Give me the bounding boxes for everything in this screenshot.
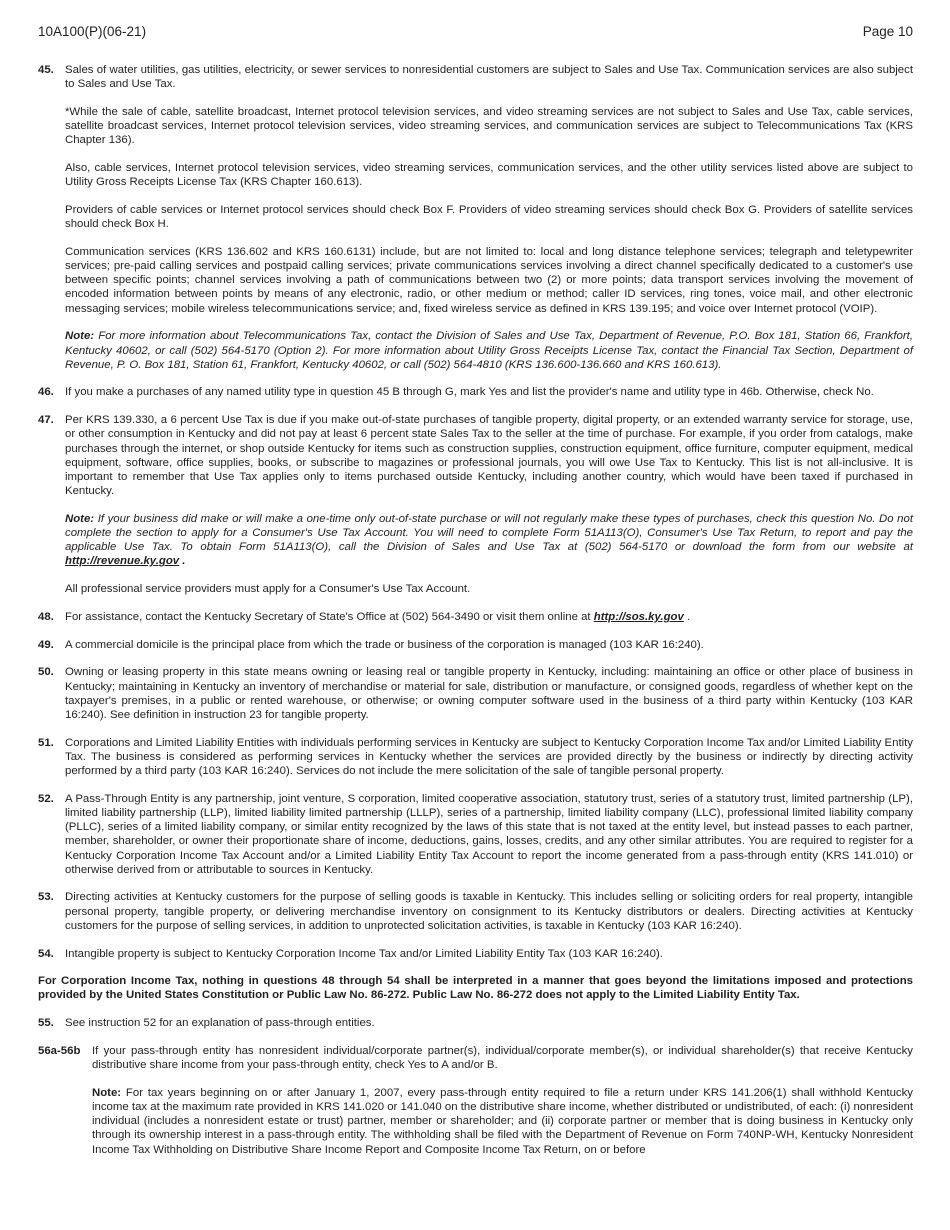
paragraph: Owning or leasing property in this state means owning or leasing real or tangible property in Kentucky, including: maintaining an office or other place of business in Kentucky; maintaining in Kentucky an inventory of merchandise or material for sale, distribution or manufacture, or consigned goods, regardless of whether kept on the taxpayer's premises, in a public or rented warehouse, or otherwise; or owning computer software used in the business of a third party within Kentucky (103 KAR 16:240). See definition in instruction 23 for tangible property.: [65, 666, 913, 721]
instruction-45: [38, 63, 913, 372]
instruction-46: [38, 385, 913, 399]
instruction-50: [38, 665, 913, 722]
instruction-56a-56b: [38, 1044, 913, 1157]
sos-website-link[interactable]: http://sos.ky.gov: [593, 610, 684, 623]
paragraph: Intangible property is subject to Kentucky Corporation Income Tax and/or Limited Liability Entity Tax (103 KAR 16:240).: [65, 947, 663, 960]
paragraph: Directing activities at Kentucky customers for the purpose of selling goods is taxable in Kentucky. This includes selling or soliciting orders for real property, intangible personal property, tangible property, or delivering merchandise inventory on consignment to its Kentucky distributors or dealers. Directing activities at Kentucky customers for the purpose of selling services, in addition to unprotected solicitation activities, is taxable in Kentucky (103 KAR 16:240).: [65, 891, 913, 932]
paragraph: All professional service providers must apply for a Consumer's Use Tax Account.: [65, 583, 471, 596]
paragraph: Communication services (KRS 136.602 and KRS 160.6131) include, but are not limited to: local and long distance telephone services; telegraph and teletypewriter services; pre-paid calling services and postpaid calling services; private communications services involving a direct channel specifically dedicated to a customer's use between specific points; channel services involving a path of communications between two (2) or more points; data transport services involving the movement of encoded information between points by means of any electronic, radio, or other medium or method; caller ID services, ring tones, voice mail, and other electronic messaging services; mobile wireless telecommunications service; and, fixed wireless service as defined in KRS 139.195; and voice over Internet protocol (VOIP).: [65, 245, 913, 315]
paragraph: Sales of water utilities, gas utilities, electricity, or sewer services to nonresidential customers are subject to Sales and Use Tax. Communication services are also subject to Sales and Use Tax.: [65, 64, 913, 91]
instruction-54: [38, 947, 913, 961]
paragraph: Per KRS 139.330, a 6 percent Use Tax is due if you make out-of-state purchases of tangible property, digital property, or an extended warranty service for storage, use, or other consumption in Kentucky and did not pay at least 6 percent state Sales Tax to the seller at the time of purchase. For example, if you order from catalogs, make purchases through the internet, or shop outside Kentucky for items such as construction supplies, construction equipment, office furniture, computer equipment, medical equipment, software, office supplies, books, or subscribe to magazines or professional journals, you will owe Use Tax to Kentucky. This list is not all-inclusive. It is important to remember that Use Tax applies only to items purchased outside Kentucky, including another country, which would have been taxed if purchased in Kentucky.: [65, 414, 913, 498]
paragraph: See instruction 52 for an explanation of pass-through entities.: [65, 1017, 375, 1030]
note-end: .: [179, 555, 186, 568]
instruction-47: [38, 413, 913, 596]
page-number: Page 10: [862, 24, 913, 39]
instruction-51: [38, 736, 913, 779]
note-text: For more information about Telecommunications Tax, contact the Division of Sales and Use Tax, Department of Revenue, P.O. Box 181, Station 66, Frankfort, Kentucky 40602, or call (502) 564-5170 (Option 2). For more information about Utility Gross Receipts License Tax, contact the Financial Tax Section, Department of Revenue, P. O. Box 181, Station 61, Frankfort, Kentucky 40602, or call (502) 564-4810 (KRS 136.600-136.660 and KRS 160.613).: [65, 330, 913, 371]
instruction-49: [38, 638, 913, 652]
paragraph: A Pass-Through Entity is any partnership, joint venture, S corporation, limited cooperative association, statutory trust, series of a statutory trust, limited partnership (LP), limited liability partnership (LLP), limited liability limited partnership (LLLP), series of a partnership, limited liability company (LLC), professional limited liability company (PLLC), series of a limited liability company, or similar entity recognized by the laws of this state that is not taxed at the entity level, but instead passes to each partner, member, shareholder, or owner their proportionate share of income, deductions, gains, losses, credits, and any other similar attributes. You are required to register for a Kentucky Corporation Income Tax Account and/or a Limited Liability Entity Tax Account to report the income generated from a pass-through entity (KRS 141.010) or otherwise derived from or attributable to sources in Kentucky.: [65, 792, 913, 876]
paragraph: If your pass-through entity has nonresident individual/corporate partner(s), individual/corporate member(s), or individual shareholder(s) that receive Kentucky distributive share income from your pass-through entity, check Yes to A and/or B.: [92, 1044, 913, 1072]
item-number: 46.: [38, 386, 54, 399]
instruction-55: [38, 1016, 913, 1030]
item-number: 52.: [38, 792, 54, 805]
item-number: 51.: [38, 736, 54, 749]
item-number: 47.: [38, 414, 54, 427]
note: [92, 1086, 913, 1157]
note-label: Note:: [65, 330, 95, 343]
paragraph-text: For assistance, contact the Kentucky Secretary of State's Office at (502) 564-3490 or visit them online at: [65, 610, 594, 623]
item-number: 45.: [38, 64, 54, 76]
instruction-page: [38, 24, 913, 1170]
item-number: 49.: [38, 638, 54, 651]
paragraph: Providers of cable services or Internet protocol services should check Box F. Providers of video streaming services should check Box G. Providers of satellite services should check Box H.: [65, 203, 913, 231]
instruction-53: [38, 890, 913, 933]
item-number: 48.: [38, 610, 54, 623]
instruction-48: [38, 610, 913, 624]
paragraph: If you make a purchases of any named utility type in question 45 B through G, mark Yes and list the provider's name and utility type in 46b. Otherwise, check No.: [65, 386, 874, 399]
paragraph: Corporations and Limited Liability Entities with individuals performing services in Kentucky are subject to Kentucky Corporation Income Tax and/or Limited Liability Entity Tax. The business is considered as performing services in Kentucky whether the services are provided directly by the business or indirectly by directing activity performed by a third party (103 KAR 16:240). Services do not include the mere solicitation of the sale of tangible personal property.: [65, 736, 913, 778]
item-number: 50.: [38, 666, 54, 679]
item-number: 56a-56b: [38, 1044, 81, 1057]
note-text: For tax years beginning on or after January 1, 2007, every pass-through entity required to file a return under KRS 141.206(1) shall withhold Kentucky income tax at the maximum rate provided in KRS 141.020 or 141.040 on the distributive share income, whether distributed or undistributed, of each: (i) nonresident individual (includes a nonresident estate or trust) partner, member or shareholder; and (ii) corporate partner or member that is doing business in Kentucky only through its ownership interest in a pass-through entity. The withholding shall be filed with the Department of Revenue on Form 740NP-WH, Kentucky Nonresident Income Tax Withholding on Distributive Share Income Report and Composite Income Tax Return, on or before: [92, 1086, 913, 1156]
item-number: 54.: [38, 947, 54, 960]
form-id: 10A100(P)(06-21): [38, 24, 147, 39]
paragraph: Also, cable services, Internet protocol television services, video streaming services, communication services, and the other utility services listed above are subject to Utility Gross Receipts License Tax (KRS Chapter 160.613).: [65, 162, 913, 189]
note-text: If your business did make or will make a one-time only out-of-state purchase or will not regularly make these types of purchases, check this question No. Do not complete the section to apply for a Consumer's Use Tax Account. You will need to complete Form 51A113(O), Consumer's Use Tax Return, to report and pay the applicable Use Tax. To obtain Form 51A113(O), call the Division of Sales and Use Tax at (502) 564-5170 or download the form from our website at: [65, 512, 914, 554]
constitution-statement: For Corporation Income Tax, nothing in questions 48 through 54 shall be interpreted in a manner that goes beyond the limitations imposed and protections provided by the United States Constitution or Public Law No. 86-272. Public Law No. 86-272 does not apply to the Limited Liability Entity Tax.: [38, 975, 913, 1002]
paragraph: A commercial domicile is the principal place from which the trade or business of the corporation is managed (103 KAR 16:240).: [65, 638, 704, 651]
revenue-website-link[interactable]: http://revenue.ky.gov: [65, 555, 180, 568]
page-header: [38, 24, 913, 46]
note: [65, 329, 913, 372]
note-label: Note:: [92, 1086, 122, 1099]
item-number: 55.: [38, 1017, 54, 1030]
paragraph: [65, 610, 913, 624]
note-label: Note:: [65, 512, 95, 525]
item-number: 53.: [38, 891, 54, 904]
paragraph: *While the sale of cable, satellite broadcast, Internet protocol television services, and video streaming services are not subject to Sales and Use Tax, cable services, satellite broadcast services, Internet protocol television services, video streaming services, and communication services are subject to Telecommunications Tax (KRS Chapter 136).: [65, 105, 913, 147]
paragraph-end: .: [683, 610, 691, 623]
instruction-52: [38, 792, 913, 877]
note: [65, 512, 913, 569]
